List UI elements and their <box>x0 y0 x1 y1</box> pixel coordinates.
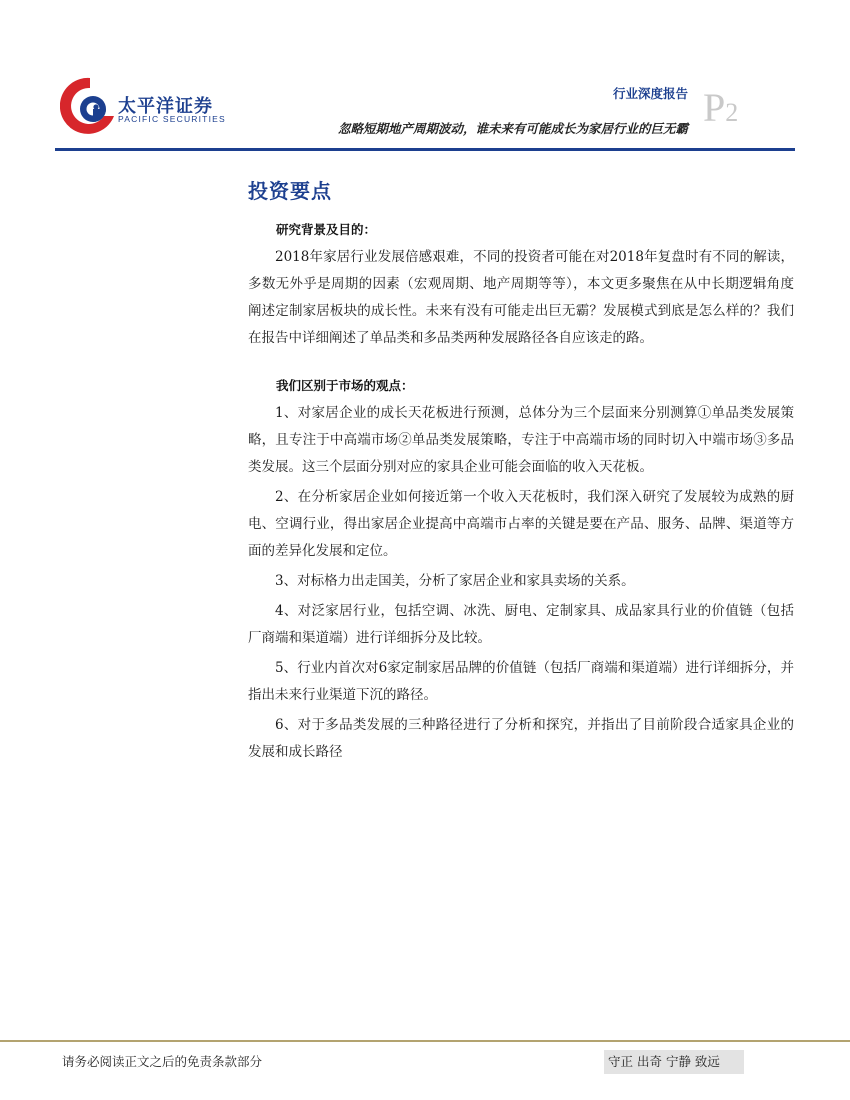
view-point-4: 4、对泛家居行业，包括空调、冰洗、厨电、定制家具、成品家具行业的价值链（包括厂商端和渠道端）进行详细拆分及比较。 <box>248 603 794 646</box>
view-point-2: 2、在分析家居企业如何接近第一个收入天花板时，我们深入研究了发展较为成熟的厨电、空调行业，得出家居企业提高中高端市占率的关键是要在产品、服务、品牌、渠道等方面的差异化发展和定位。 <box>248 489 794 559</box>
background-paragraph: 2018年家居行业发展倍感艰难，不同的投资者可能在对2018年复盘时有不同的解读，多数无外乎是周期的因素（宏观周期、地产周期等等），本文更多聚焦在从中长期逻辑角度阐述定制家居板块的成长性。未来有没有可能走出巨无霸？发展模式到底是怎么样的？我们在报告中详细阐述了单品类和多品类两种发展路径各自应该走的路。 <box>248 249 794 346</box>
view-point-6: 6、对于多品类发展的三种路径进行了分析和探究，并指出了目前阶段合适家具企业的发展和成长路径 <box>248 717 794 760</box>
view-point-5: 5、行业内首次对6家定制家居品牌的价值链（包括厂商端和渠道端）进行详细拆分，并指出未来行业渠道下沉的路径。 <box>248 660 794 703</box>
footer-divider <box>0 1040 850 1042</box>
company-logo <box>60 72 230 140</box>
background-heading: 研究背景及目的： <box>276 222 377 237</box>
footer-disclaimer: 请务必阅读正文之后的免责条款部分 <box>62 1054 263 1069</box>
views-heading: 我们区别于市场的观点： <box>276 378 414 393</box>
section-title: 投资要点 <box>248 179 332 203</box>
page-number <box>703 85 739 130</box>
logo-chinese-name: 太平洋证券 <box>118 96 213 117</box>
view-point-3: 3、对标格力出走国美，分析了家居企业和家具卖场的关系。 <box>275 573 635 589</box>
page-digit: 2 <box>725 98 739 127</box>
logo-english-name: PACIFIC SECURITIES <box>118 114 226 124</box>
pacific-securities-logo-icon <box>60 72 116 140</box>
section-body <box>248 218 794 766</box>
header-divider <box>55 148 795 151</box>
footer-slogan: 守正 出奇 宁静 致远 <box>604 1050 744 1074</box>
paragraph-gap <box>248 352 794 374</box>
report-title: 忽略短期地产周期波动，谁未来有可能成长为家居行业的巨无霸 <box>337 121 688 136</box>
page-letter: P <box>703 85 726 130</box>
view-point-1: 1、对家居企业的成长天花板进行预测，总体分为三个层面来分别测算①单品类发展策略，且专注于中高端市场②单品类发展策略，专注于中高端市场的同时切入中端市场③多品类发展。这三个层面分别对应的家具企业可能会面临的收入天花板。 <box>248 405 794 475</box>
report-type-label: 行业深度报告 <box>612 86 688 101</box>
